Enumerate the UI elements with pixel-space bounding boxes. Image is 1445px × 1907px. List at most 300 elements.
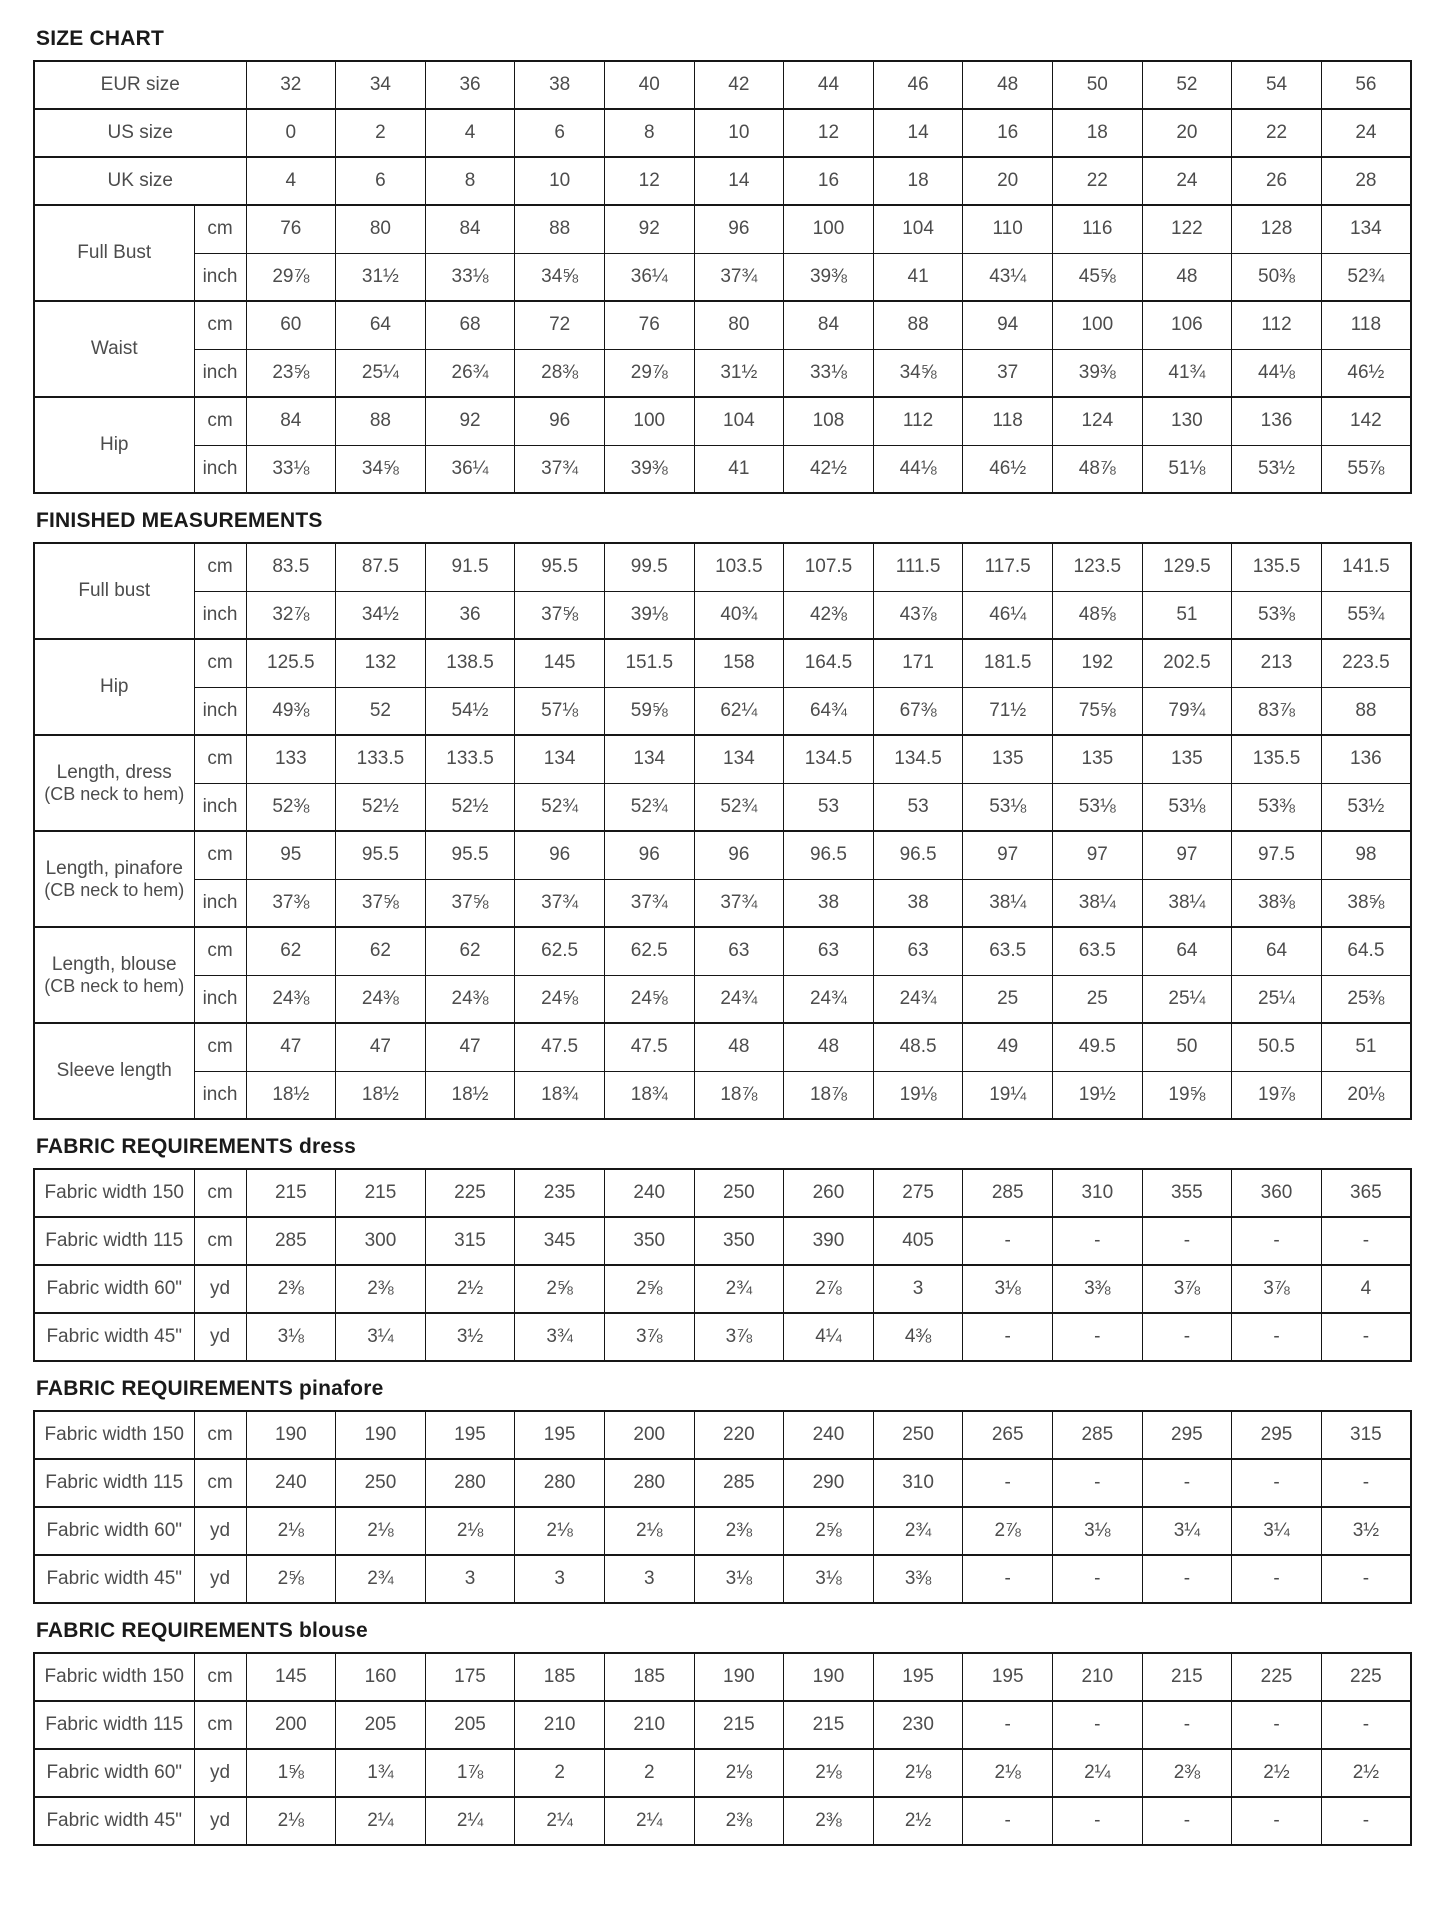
value-cell: 112 [873, 397, 963, 445]
value-cell: 96 [694, 205, 784, 253]
row-label-cell: US size [34, 109, 246, 157]
value-cell: 24⅝ [515, 975, 605, 1023]
value-cell: 2½ [1232, 1749, 1322, 1797]
value-cell: 24⅜ [336, 975, 426, 1023]
unit-cell: cm [194, 927, 246, 975]
value-cell: 1⅞ [425, 1749, 515, 1797]
fabric-requirements-blouse-title: FABRIC REQUIREMENTS blouse [36, 1619, 368, 1642]
value-cell: - [1321, 1459, 1411, 1507]
unit-cell: yd [194, 1313, 246, 1361]
value-cell: 88 [336, 397, 426, 445]
value-cell: 405 [873, 1217, 963, 1265]
value-cell: 2½ [873, 1797, 963, 1845]
value-cell: 133 [246, 735, 336, 783]
value-cell: - [1232, 1797, 1322, 1845]
value-cell: 38 [784, 879, 874, 927]
value-cell: 50 [1052, 61, 1142, 109]
row-label-sub: (CB neck to hem) [44, 975, 185, 996]
row-label-cell: UK size [34, 157, 246, 205]
value-cell: 34 [336, 61, 426, 109]
unit-cell: inch [194, 349, 246, 397]
value-cell: 34⅝ [515, 253, 605, 301]
value-cell: 128 [1232, 205, 1322, 253]
value-cell: 48 [784, 1023, 874, 1071]
value-cell: 51⅛ [1142, 445, 1232, 493]
value-cell: 2⅞ [784, 1265, 874, 1313]
row-label: Full bust [78, 580, 151, 601]
value-cell: 37¾ [604, 879, 694, 927]
table-row [34, 1749, 1411, 1797]
value-cell: - [963, 1797, 1053, 1845]
value-cell: 53½ [1232, 445, 1322, 493]
value-cell: 133.5 [336, 735, 426, 783]
value-cell: 88 [515, 205, 605, 253]
unit-cell: yd [194, 1507, 246, 1555]
value-cell: 124 [1052, 397, 1142, 445]
value-cell: 19⅛ [873, 1071, 963, 1119]
value-cell: 37⅜ [246, 879, 336, 927]
value-cell: 3⅞ [1232, 1265, 1322, 1313]
unit-cell: yd [194, 1749, 246, 1797]
unit-cell: inch [194, 445, 246, 493]
row-label-cell: Fabric width 45" [34, 1555, 194, 1603]
value-cell: 2⅛ [246, 1797, 336, 1845]
value-cell: - [1232, 1217, 1322, 1265]
value-cell: 63 [694, 927, 784, 975]
table-row [34, 1023, 1411, 1071]
value-cell: 37¾ [515, 445, 605, 493]
table-row [34, 109, 1411, 157]
value-cell: 285 [694, 1459, 784, 1507]
value-cell: 44⅛ [1232, 349, 1322, 397]
value-cell: 2⅛ [963, 1749, 1053, 1797]
row-label-cell [34, 1023, 194, 1119]
value-cell: 54 [1232, 61, 1322, 109]
value-cell: 47 [425, 1023, 515, 1071]
value-cell: - [1321, 1797, 1411, 1845]
value-cell: 185 [604, 1653, 694, 1701]
value-cell: 96.5 [873, 831, 963, 879]
value-cell: 134 [1321, 205, 1411, 253]
value-cell: 8 [604, 109, 694, 157]
value-cell: 3½ [1321, 1507, 1411, 1555]
value-cell: 2⅜ [1142, 1749, 1232, 1797]
value-cell: 213 [1232, 639, 1322, 687]
value-cell: 63 [873, 927, 963, 975]
fabric-requirements-blouse-table [33, 1652, 1412, 1846]
value-cell: 3⅞ [604, 1313, 694, 1361]
value-cell: 18¾ [604, 1071, 694, 1119]
value-cell: 64 [1142, 927, 1232, 975]
value-cell: 16 [784, 157, 874, 205]
unit-cell: cm [194, 1653, 246, 1701]
value-cell: 95.5 [336, 831, 426, 879]
value-cell: - [1232, 1701, 1322, 1749]
value-cell: 225 [425, 1169, 515, 1217]
row-label-cell: Fabric width 150 [34, 1411, 194, 1459]
value-cell: 2⅛ [694, 1749, 784, 1797]
value-cell: 38¼ [1142, 879, 1232, 927]
table-row [34, 975, 1411, 1023]
value-cell: 24⅝ [604, 975, 694, 1023]
value-cell: 8 [425, 157, 515, 205]
value-cell: 33⅛ [246, 445, 336, 493]
value-cell: 76 [604, 301, 694, 349]
value-cell: 141.5 [1321, 543, 1411, 591]
value-cell: 107.5 [784, 543, 874, 591]
value-cell: 47 [246, 1023, 336, 1071]
value-cell: 2⅝ [246, 1555, 336, 1603]
value-cell: 53⅛ [1142, 783, 1232, 831]
table-row [34, 831, 1411, 879]
value-cell: 215 [784, 1701, 874, 1749]
value-cell: 38¼ [963, 879, 1053, 927]
unit-cell: cm [194, 1217, 246, 1265]
row-label-cell: Fabric width 115 [34, 1701, 194, 1749]
value-cell: 95 [246, 831, 336, 879]
value-cell: 210 [1052, 1653, 1142, 1701]
value-cell: 60 [246, 301, 336, 349]
table-row [34, 253, 1411, 301]
value-cell: 2⅜ [694, 1797, 784, 1845]
value-cell: 164.5 [784, 639, 874, 687]
unit-cell: cm [194, 397, 246, 445]
value-cell: 48 [694, 1023, 784, 1071]
value-cell: 48.5 [873, 1023, 963, 1071]
value-cell: 53½ [1321, 783, 1411, 831]
value-cell: 36 [425, 591, 515, 639]
value-cell: 265 [963, 1411, 1053, 1459]
value-cell: 37¾ [694, 879, 784, 927]
value-cell: 2¼ [425, 1797, 515, 1845]
value-cell: 47.5 [604, 1023, 694, 1071]
value-cell: - [1052, 1797, 1142, 1845]
value-cell: 280 [604, 1459, 694, 1507]
value-cell: 122 [1142, 205, 1232, 253]
value-cell: 52½ [336, 783, 426, 831]
value-cell: 20⅛ [1321, 1071, 1411, 1119]
value-cell: 24¾ [694, 975, 784, 1023]
value-cell: 39⅜ [784, 253, 874, 301]
value-cell: 25 [963, 975, 1053, 1023]
value-cell: 220 [694, 1411, 784, 1459]
unit-cell: cm [194, 1023, 246, 1071]
unit-cell: inch [194, 687, 246, 735]
finished-measurements-title: FINISHED MEASUREMENTS [36, 509, 323, 532]
value-cell: 52¾ [604, 783, 694, 831]
row-label-cell: Fabric width 150 [34, 1169, 194, 1217]
value-cell: - [1142, 1459, 1232, 1507]
value-cell: 6 [336, 157, 426, 205]
value-cell: 19¼ [963, 1071, 1053, 1119]
value-cell: 285 [963, 1169, 1053, 1217]
value-cell: 2 [336, 109, 426, 157]
value-cell: - [1142, 1701, 1232, 1749]
value-cell: 42 [694, 61, 784, 109]
value-cell: 3⅛ [963, 1265, 1053, 1313]
value-cell: 39⅜ [1052, 349, 1142, 397]
value-cell: 4¼ [784, 1313, 874, 1361]
value-cell: 138.5 [425, 639, 515, 687]
value-cell: 100 [784, 205, 874, 253]
value-cell: 2¾ [336, 1555, 426, 1603]
value-cell: 44 [784, 61, 874, 109]
value-cell: 3⅜ [1052, 1265, 1142, 1313]
row-label-cell: Fabric width 115 [34, 1217, 194, 1265]
value-cell: 171 [873, 639, 963, 687]
value-cell: 12 [784, 109, 874, 157]
value-cell: 91.5 [425, 543, 515, 591]
value-cell: - [1232, 1555, 1322, 1603]
value-cell: 250 [694, 1169, 784, 1217]
table-row [34, 543, 1411, 591]
value-cell: 24⅜ [246, 975, 336, 1023]
value-cell: 22 [1232, 109, 1322, 157]
row-label: Length, pinafore [45, 857, 183, 879]
value-cell: 62.5 [604, 927, 694, 975]
value-cell: - [1142, 1797, 1232, 1845]
value-cell: 18 [1052, 109, 1142, 157]
value-cell: 110 [963, 205, 1053, 253]
table-row [34, 205, 1411, 253]
value-cell: - [1052, 1313, 1142, 1361]
value-cell: 37⅝ [336, 879, 426, 927]
value-cell: - [963, 1459, 1053, 1507]
value-cell: 62.5 [515, 927, 605, 975]
table-row [34, 61, 1411, 109]
value-cell: 52½ [425, 783, 515, 831]
value-cell: 134 [694, 735, 784, 783]
value-cell: 39⅛ [604, 591, 694, 639]
value-cell: 88 [873, 301, 963, 349]
value-cell: 92 [425, 397, 515, 445]
value-cell: 100 [604, 397, 694, 445]
value-cell: - [963, 1313, 1053, 1361]
value-cell: - [1142, 1555, 1232, 1603]
value-cell: 3⅞ [1142, 1265, 1232, 1313]
value-cell: 62¼ [694, 687, 784, 735]
value-cell: 2⅛ [784, 1749, 874, 1797]
row-label-cell [34, 301, 194, 397]
table-row [34, 639, 1411, 687]
value-cell: 235 [515, 1169, 605, 1217]
value-cell: 33⅛ [425, 253, 515, 301]
value-cell: 38 [873, 879, 963, 927]
value-cell: 48⅞ [1052, 445, 1142, 493]
value-cell: 31½ [694, 349, 784, 397]
value-cell: 49.5 [1052, 1023, 1142, 1071]
value-cell: 225 [1321, 1653, 1411, 1701]
value-cell: 240 [246, 1459, 336, 1507]
value-cell: 38¼ [1052, 879, 1142, 927]
unit-cell: cm [194, 1701, 246, 1749]
value-cell: 26 [1232, 157, 1322, 205]
value-cell: 34⅝ [336, 445, 426, 493]
unit-cell: yd [194, 1555, 246, 1603]
value-cell: 2⅛ [873, 1749, 963, 1797]
value-cell: 67⅜ [873, 687, 963, 735]
value-cell: 49⅜ [246, 687, 336, 735]
unit-cell: cm [194, 1459, 246, 1507]
unit-cell: cm [194, 735, 246, 783]
value-cell: 52¾ [1321, 253, 1411, 301]
table-row [34, 445, 1411, 493]
value-cell: 75⅝ [1052, 687, 1142, 735]
value-cell: 160 [336, 1653, 426, 1701]
value-cell: 63 [784, 927, 874, 975]
value-cell: 3¼ [1232, 1507, 1322, 1555]
value-cell: 205 [425, 1701, 515, 1749]
value-cell: 41 [694, 445, 784, 493]
value-cell: 48 [963, 61, 1053, 109]
value-cell: 118 [1321, 301, 1411, 349]
value-cell: 33⅛ [784, 349, 874, 397]
value-cell: 28 [1321, 157, 1411, 205]
unit-cell: cm [194, 543, 246, 591]
row-label-sub: (CB neck to hem) [44, 783, 185, 804]
value-cell: 3¼ [1142, 1507, 1232, 1555]
value-cell: 40¾ [694, 591, 784, 639]
unit-cell: inch [194, 783, 246, 831]
value-cell: 64.5 [1321, 927, 1411, 975]
table-row [34, 397, 1411, 445]
value-cell: 215 [1142, 1653, 1232, 1701]
value-cell: 62 [246, 927, 336, 975]
value-cell: 62 [425, 927, 515, 975]
table-row [34, 301, 1411, 349]
value-cell: 72 [515, 301, 605, 349]
value-cell: 55¾ [1321, 591, 1411, 639]
value-cell: 99.5 [604, 543, 694, 591]
value-cell: 36¼ [604, 253, 694, 301]
value-cell: - [963, 1217, 1053, 1265]
value-cell: 88 [1321, 687, 1411, 735]
row-label: Waist [90, 338, 138, 359]
value-cell: - [1052, 1555, 1142, 1603]
value-cell: 135 [963, 735, 1053, 783]
row-label-cell: Fabric width 115 [34, 1459, 194, 1507]
value-cell: 6 [515, 109, 605, 157]
table-row [34, 1071, 1411, 1119]
value-cell: 26¾ [425, 349, 515, 397]
value-cell: 84 [246, 397, 336, 445]
value-cell: 195 [425, 1411, 515, 1459]
value-cell: 310 [1052, 1169, 1142, 1217]
value-cell: 23⅝ [246, 349, 336, 397]
value-cell: 2¾ [873, 1507, 963, 1555]
row-label-cell [34, 831, 194, 927]
value-cell: 133.5 [425, 735, 515, 783]
value-cell: 135.5 [1232, 543, 1322, 591]
value-cell: 134.5 [873, 735, 963, 783]
value-cell: 43¼ [963, 253, 1053, 301]
value-cell: 125.5 [246, 639, 336, 687]
value-cell: 280 [425, 1459, 515, 1507]
value-cell: 250 [873, 1411, 963, 1459]
unit-cell: inch [194, 591, 246, 639]
value-cell: 41¾ [1142, 349, 1232, 397]
value-cell: 210 [515, 1701, 605, 1749]
value-cell: 64¾ [784, 687, 874, 735]
value-cell: 34⅝ [873, 349, 963, 397]
row-label: Full Bust [77, 242, 152, 263]
value-cell: 240 [784, 1411, 874, 1459]
value-cell: 350 [694, 1217, 784, 1265]
value-cell: 84 [425, 205, 515, 253]
value-cell: 4 [1321, 1265, 1411, 1313]
value-cell: 1¾ [336, 1749, 426, 1797]
value-cell: 12 [604, 157, 694, 205]
size-chart-title: SIZE CHART [36, 27, 164, 50]
unit-cell: inch [194, 879, 246, 927]
value-cell: 181.5 [963, 639, 1053, 687]
value-cell: 18¾ [515, 1071, 605, 1119]
value-cell: 3 [604, 1555, 694, 1603]
table-row [34, 1797, 1411, 1845]
value-cell: 151.5 [604, 639, 694, 687]
unit-cell: inch [194, 975, 246, 1023]
value-cell: 68 [425, 301, 515, 349]
value-cell: 53 [784, 783, 874, 831]
value-cell: 19⅝ [1142, 1071, 1232, 1119]
value-cell: 37⅝ [515, 591, 605, 639]
value-cell: 112 [1232, 301, 1322, 349]
value-cell: 37 [963, 349, 1053, 397]
value-cell: 225 [1232, 1653, 1322, 1701]
value-cell: 24 [1321, 109, 1411, 157]
value-cell: 195 [515, 1411, 605, 1459]
value-cell: 135 [1052, 735, 1142, 783]
value-cell: 10 [694, 109, 784, 157]
value-cell: 47.5 [515, 1023, 605, 1071]
value-cell: 350 [604, 1217, 694, 1265]
value-cell: 290 [784, 1459, 874, 1507]
value-cell: 129.5 [1142, 543, 1232, 591]
value-cell: 96 [515, 397, 605, 445]
value-cell: - [1052, 1217, 1142, 1265]
row-label: Hip [99, 676, 129, 697]
value-cell: 360 [1232, 1169, 1322, 1217]
value-cell: 3 [873, 1265, 963, 1313]
value-cell: 230 [873, 1701, 963, 1749]
value-cell: - [1142, 1217, 1232, 1265]
value-cell: 355 [1142, 1169, 1232, 1217]
value-cell: 310 [873, 1459, 963, 1507]
row-label-cell [34, 639, 194, 735]
value-cell: 14 [873, 109, 963, 157]
value-cell: 84 [784, 301, 874, 349]
value-cell: 97 [1142, 831, 1232, 879]
unit-cell: cm [194, 205, 246, 253]
value-cell: 2⅜ [246, 1265, 336, 1313]
value-cell: 83.5 [246, 543, 336, 591]
value-cell: 104 [694, 397, 784, 445]
value-cell: 25¼ [336, 349, 426, 397]
value-cell: 37⅝ [425, 879, 515, 927]
value-cell: 96 [694, 831, 784, 879]
row-label-sub: (CB neck to hem) [44, 879, 185, 900]
value-cell: 18 [873, 157, 963, 205]
table-row [34, 1701, 1411, 1749]
value-cell: 250 [336, 1459, 426, 1507]
value-cell: 18⅞ [694, 1071, 784, 1119]
value-cell: - [1232, 1313, 1322, 1361]
unit-cell: yd [194, 1797, 246, 1845]
value-cell: 49 [963, 1023, 1053, 1071]
value-cell: 24¾ [873, 975, 963, 1023]
value-cell: 3¼ [336, 1313, 426, 1361]
row-label: Sleeve length [56, 1060, 172, 1081]
